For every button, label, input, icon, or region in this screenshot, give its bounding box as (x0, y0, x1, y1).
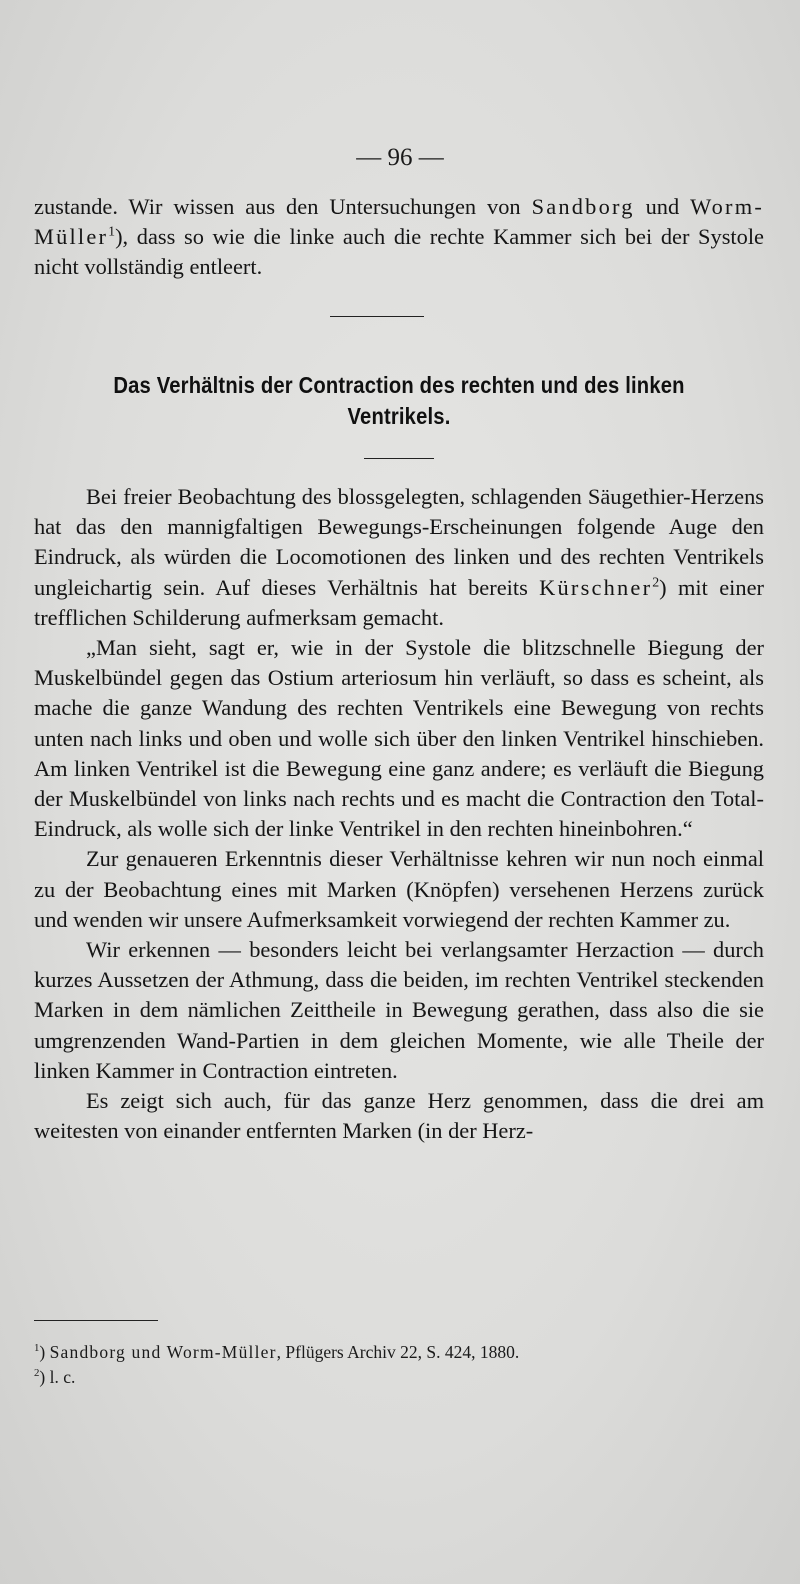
paragraph-2-quote: „Man sieht, sagt er, wie in der Systole die blitzschnelle Biegung der Muskelbündel gegen das Ostium arteriosum hin verläuft, so dass es scheint, als mache die ganze Wandung des rechten Ventrikels eine Bewegung von rechts unten nach links und oben und wolle sich über den linken Ventrikel hinschieben. Am linken Ventrikel ist die Bewegung eine ganz andere; es verläuft die Biegung der Muskelbündel von links nach rechts und es macht die Contraction den Total-Eindruck, als wolle sich der linke Ventrikel in den rechten hineinbohren.“ (34, 635, 764, 842)
author-name-worm-mueller: Worm-Müller (34, 194, 764, 250)
footnotes (34, 1340, 764, 1390)
paragraph-3: Zur genaueren Erkenntnis dieser Verhältnisse kehren wir nun noch einmal zu der Beobachtung eines mit Marken (Knöpfen) versehenen Herzens zurück und wenden wir unsere Aufmerksamkeit vorwiegend der rechten Kammer zu. (34, 846, 764, 932)
page-number: — 96 — (356, 144, 444, 171)
footnote-ref-2: 2 (652, 575, 660, 591)
intro-text-b: und (634, 194, 691, 219)
footnote-2: $^2$) l. c. (34, 1367, 76, 1387)
footnote-separator (34, 1320, 158, 1321)
section-heading-line-1: Das Verhältnis der Contraction des rechten und des linken (113, 372, 685, 398)
section-heading-line-2: Ventrikels. (347, 403, 451, 429)
intro-text-c: ), dass so wie die linke auch die rechte Kammer sich bei der Systole nicht vollständig entleert. (34, 224, 764, 280)
section-heading (85, 370, 713, 432)
section-divider-bottom (364, 458, 434, 459)
footnote-1: $^1$) Sandborg und Worm-Müller, Pflügers Archiv 22, S. 424, 1880. (34, 1342, 520, 1362)
footnote-ref-1: 1 (108, 224, 116, 240)
paragraph-4: Wir erkennen — besonders leicht bei verlangsamter Herzaction — durch kurzes Aussetzen der Athmung, dass die beiden, im rechten Ventrikel steckenden Marken in dem nämlichen Zeittheile in Bewegung gerathen, dass also die sie umgrenzenden Wand-Partien in dem gleichen Momente, wie alle Theile der linken Kammer in Contraction eintreten. (34, 937, 764, 1083)
author-name-kuerschner: Kürschner (539, 574, 653, 600)
paragraph-5: Es zeigt sich auch, für das ganze Herz genommen, dass die drei am weitesten von einander entfernten Marken (in der Herz- (34, 1088, 764, 1144)
paragraph-1: Bei freier Beobachtung des blossgelegten, schlagenden Säugethier-Herzens hat das den mannigfaltigen Bewegungs-Erscheinungen folgende Auge den Eindruck, als würden die Locomotionen des linken und des rechten Ventrikels ungleichartig sein. Auf dieses Verhältnis hat bereits Kürschner$^2$) mit einer trefflichen Schilderung aufmerksam gemacht. (34, 484, 764, 630)
section-divider-top (330, 316, 424, 317)
intro-paragraph (34, 192, 764, 283)
body-text (34, 482, 764, 1146)
intro-text-a: zustande. Wir wissen aus den Untersuchungen von (34, 194, 532, 219)
author-name-sandborg: Sandborg (531, 194, 635, 219)
